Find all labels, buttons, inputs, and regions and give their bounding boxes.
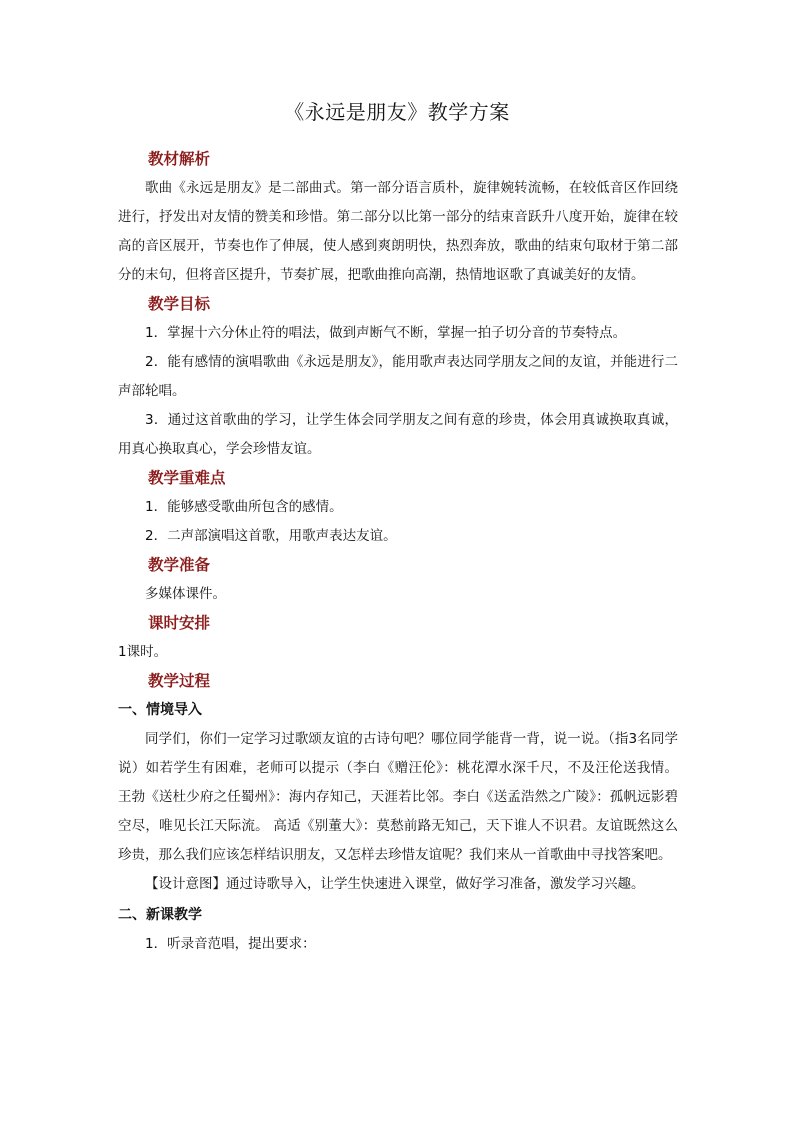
goal-item: 1．掌握十六分休止符的唱法，做到声断气不断，掌握一拍子切分音的节奏特点。 <box>145 325 627 341</box>
document-title: 《永远是朋友》教学方案 <box>284 100 510 124</box>
key-point-item: 1．能够感受歌曲所包含的感情。 <box>145 499 343 515</box>
subheading-new-lesson: 二、新课教学 <box>118 907 202 923</box>
design-intent-paragraph: 【设计意图】通过诗歌导入，让学生快速进入课堂，做好学习准备，激发学习兴趣。 <box>145 876 645 892</box>
section-heading-process: 教学过程 <box>148 672 211 690</box>
preparation-text: 多媒体课件。 <box>145 586 226 602</box>
section-heading-schedule: 课时安排 <box>148 614 211 632</box>
analysis-paragraph: 歌曲《永远是朋友》是二部曲式。第一部分语言质朴，旋律婉转流畅，在较低音区作回绕进行，抒发出对友情的赞美和珍惜。第二部分以比第一部分的结束音跃升八度开始，旋律在较高的音区展开，节奏也作了伸展，使人感到爽朗明快，热烈奔放，歌曲的结束句取材于第二部分的末句，但将音区提升，节奏扩展，把歌曲推向高潮，热情地讴歌了真诚美好的友情。 <box>118 180 678 283</box>
document-body <box>118 145 678 959</box>
key-point-item: 2．二声部演唱这首歌，用歌声表达友谊。 <box>145 528 397 544</box>
section-heading-goals: 教学目标 <box>148 295 211 313</box>
goal-item: 3．通过这首歌曲的学习，让学生体会同学朋友之间有意的珍贵，体会用真诚换取真诚，用真心换取真心，学会珍惜友谊。 <box>118 412 678 457</box>
goal-item: 2．能有感情的演唱歌曲《永远是朋友》，能用歌声表达同学朋友之间的友谊，并能进行二声部轮唱。 <box>118 354 678 399</box>
subheading-intro: 一、情境导入 <box>118 702 202 718</box>
schedule-text: 1课时。 <box>118 644 168 660</box>
section-heading-analysis: 教材解析 <box>148 150 211 168</box>
section-heading-key-points: 教学重难点 <box>148 469 226 487</box>
intro-paragraph: 同学们，你们一定学习过歌颂友谊的古诗句吧？哪位同学能背一背，说一说。（指3名同学说）如若学生有困难，老师可以提示（李白《赠汪伦》：桃花潭水深千尺，不及汪伦送我情。王勃《送杜少府之任蜀州》：海内存知己，天涯若比邻。李白《送孟浩然之广陵》：孤帆远影碧空尽，唯见长江天际流。 高适《别董大》：莫愁前路无知己，天下谁人不识君。友谊既然这么珍贵，那么我们应该怎样结识朋友，又怎样去珍惜友谊呢？我们来从一首歌曲中寻找答案吧。 <box>118 731 678 863</box>
step-item: 1．听录音范唱，提出要求： <box>145 936 316 952</box>
section-heading-preparation: 教学准备 <box>148 556 211 574</box>
